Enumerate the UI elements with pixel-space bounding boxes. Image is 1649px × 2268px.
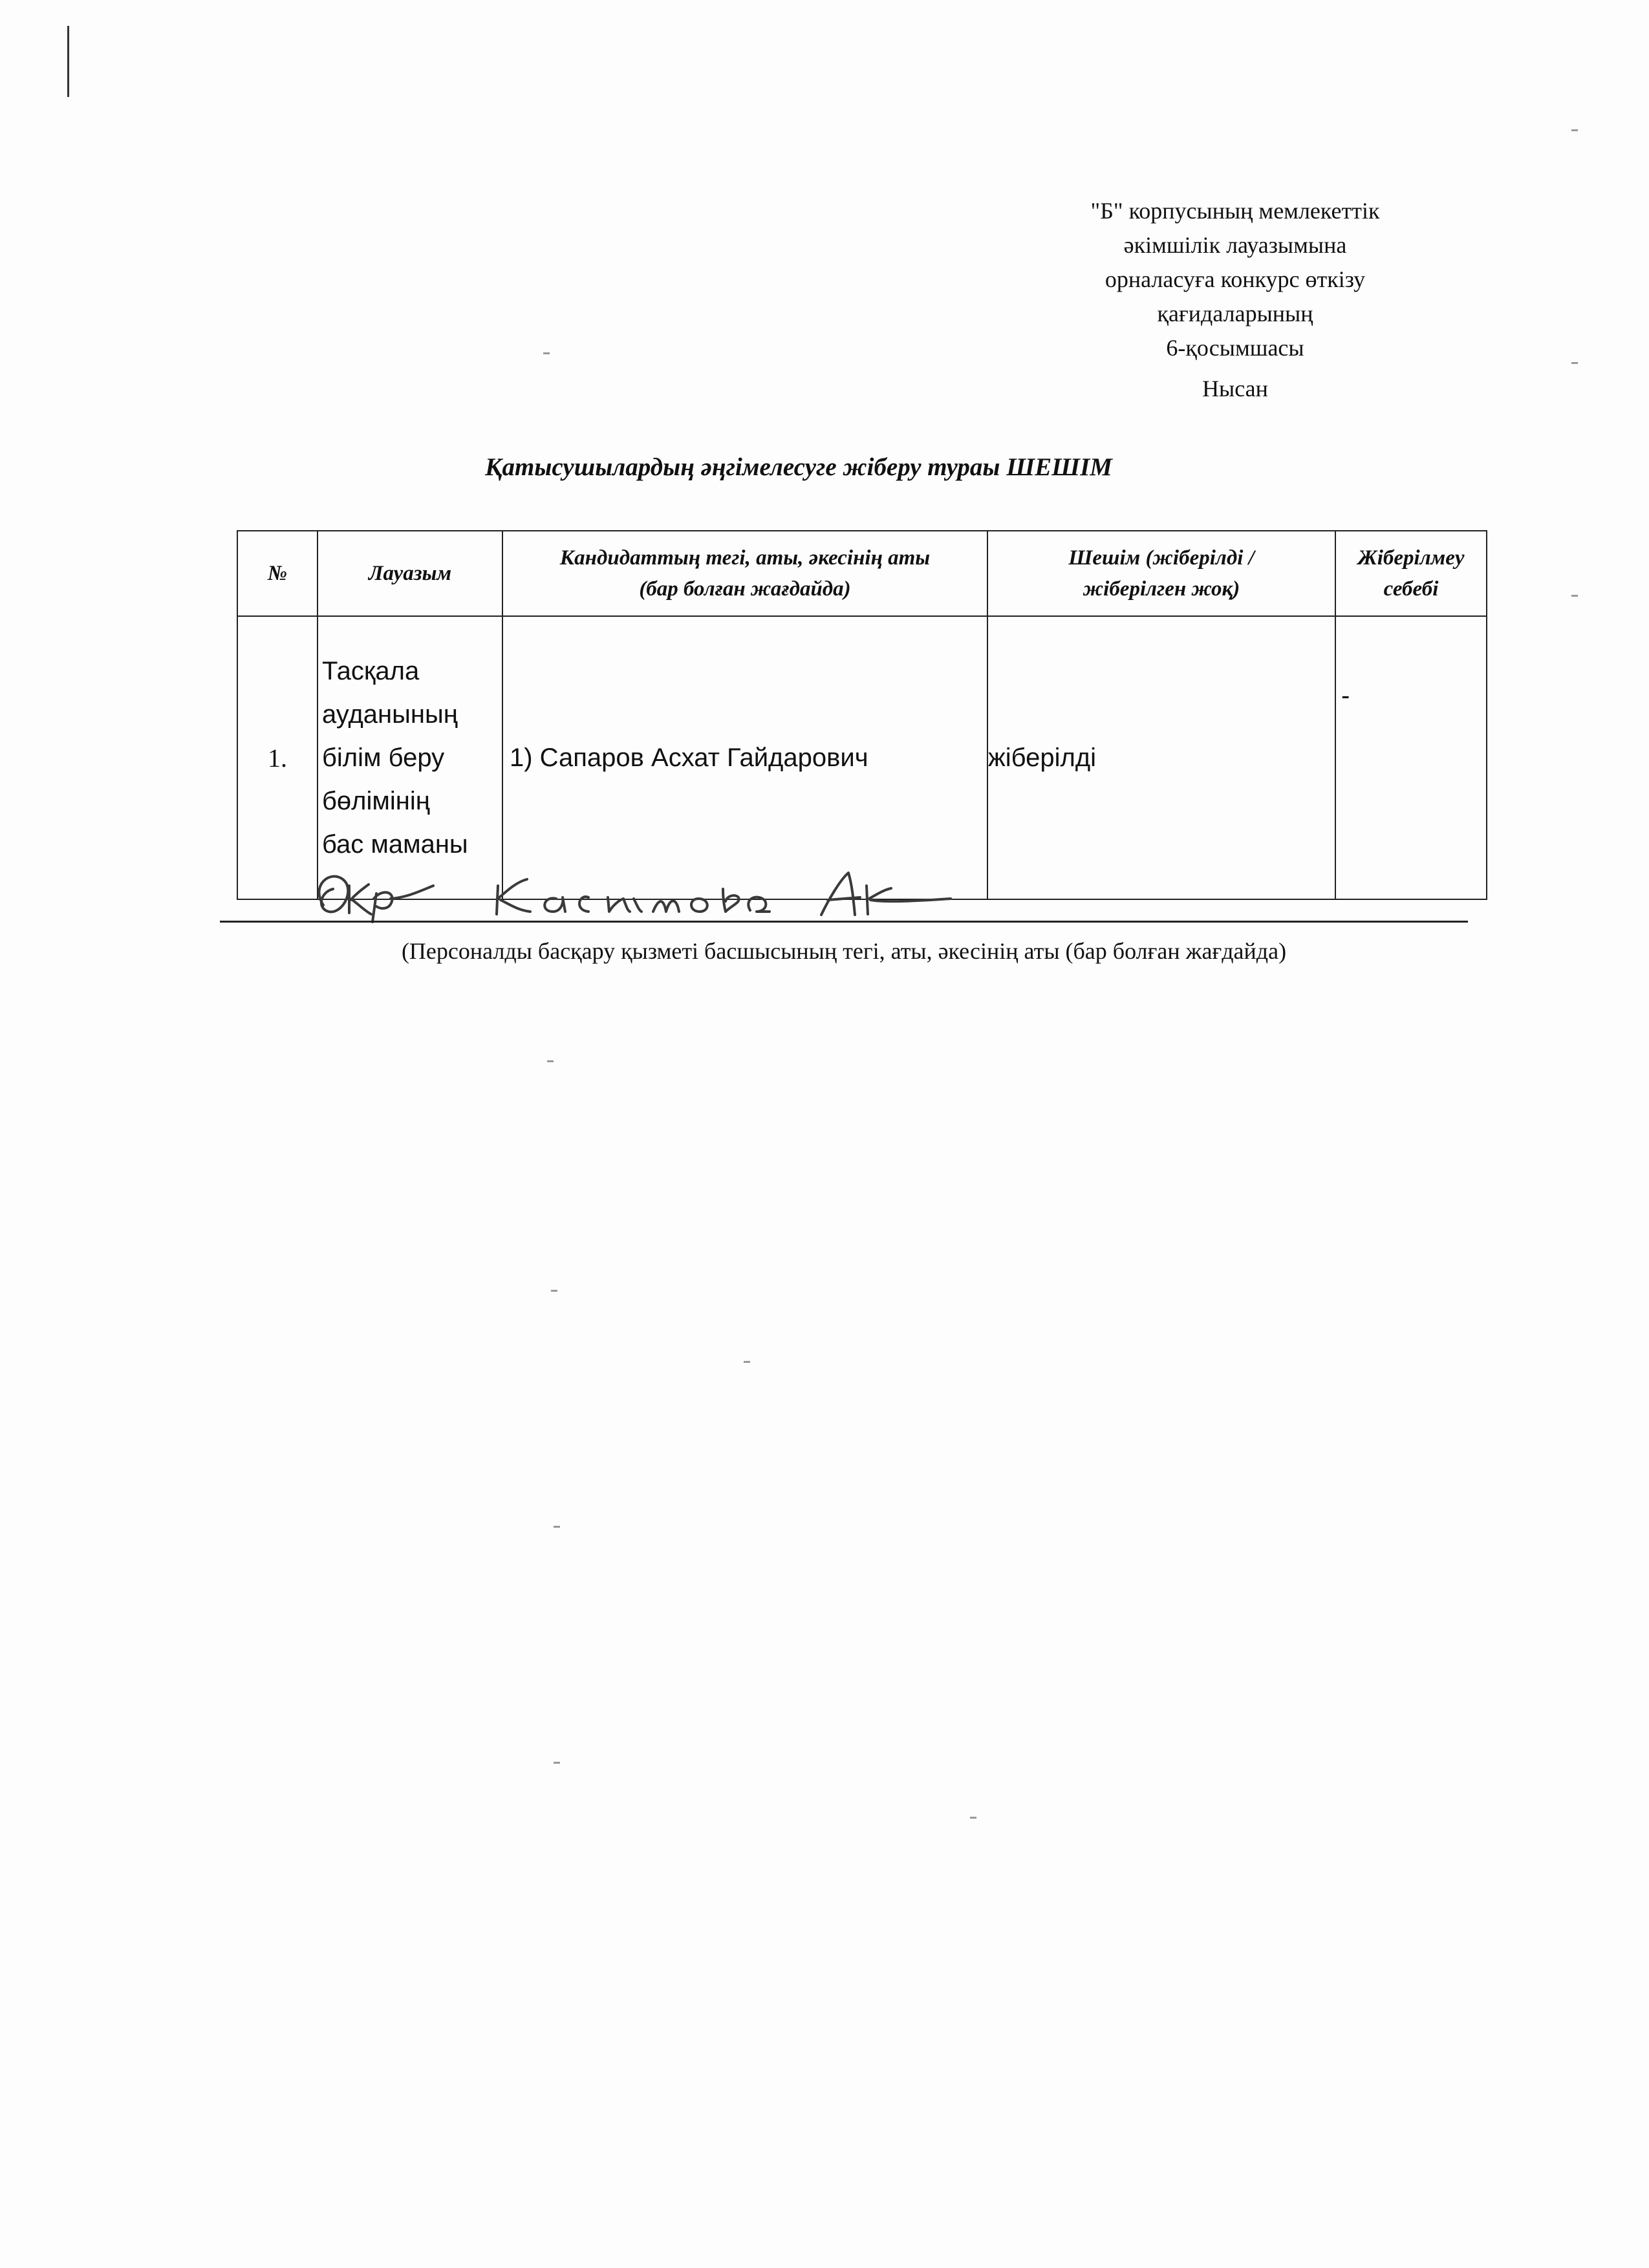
signature-line (220, 921, 1468, 923)
scan-speck (547, 1060, 554, 1062)
row-position-line: бас маманы (322, 829, 468, 859)
header-reason (1335, 531, 1487, 616)
appendix-note-line: "Б" корпусының мемлекеттік (1090, 198, 1380, 224)
form-label: Нысан (1202, 376, 1268, 401)
header-candidate-line: Кандидаттың тегі, аты, әкесінің аты (559, 546, 931, 570)
scan-speck (1571, 595, 1578, 597)
scan-margin-mark (67, 26, 69, 97)
row-decision: жіберілді (987, 616, 1335, 899)
scan-speck (554, 1526, 560, 1528)
scan-speck (554, 1762, 560, 1764)
row-position-line: бөлімінің (322, 786, 430, 815)
header-decision-line: жіберілген жоқ) (1083, 577, 1240, 601)
header-position-label: Лауазым (368, 562, 452, 585)
table-header-row (237, 531, 1487, 616)
scan-speck (1571, 362, 1578, 364)
document-title: Қатысушылардың әңгімелесуге жіберу тураы ШЕШІМ (485, 453, 1112, 481)
scan-speck (1571, 129, 1578, 131)
appendix-note-line: 6-қосымшасы (1166, 335, 1304, 361)
table-row (237, 616, 1487, 899)
header-reason-line: себебі (1383, 577, 1439, 601)
appendix-note-line: қағидаларының (1157, 301, 1313, 326)
appendix-note-line: орналасуға конкурс өткізу (1105, 266, 1366, 292)
scan-speck (970, 1817, 976, 1819)
header-decision (987, 531, 1335, 616)
scan-speck (744, 1361, 750, 1363)
row-position-line: Тасқала (322, 656, 420, 685)
header-candidate (502, 531, 987, 616)
header-decision-line: Шешім (жіберілді / (1068, 546, 1255, 570)
row-candidate: 1) Сапаров Асхат Гайдарович (502, 616, 987, 899)
row-position-line: ауданының (322, 700, 458, 729)
header-position (318, 531, 502, 616)
signature-caption: (Персоналды басқару қызметі басшысының тегі, аты, әкесінің аты (бар болған жағдайда) (401, 938, 1287, 964)
appendix-note-line: әкімшілік лауазымына (1123, 232, 1347, 258)
scan-speck (543, 352, 550, 354)
decision-table (237, 530, 1487, 900)
header-candidate-line: (бар болған жағдайда) (639, 577, 851, 601)
row-reason: - (1335, 616, 1487, 899)
header-number-label: № (267, 562, 288, 585)
appendix-note (1009, 194, 1461, 365)
row-position (318, 616, 502, 899)
row-number: 1. (237, 616, 318, 899)
scan-speck (551, 1290, 557, 1292)
header-number (237, 531, 318, 616)
row-position-line: білім беру (322, 743, 445, 772)
header-reason-line: Жіберілмеу (1357, 546, 1465, 570)
